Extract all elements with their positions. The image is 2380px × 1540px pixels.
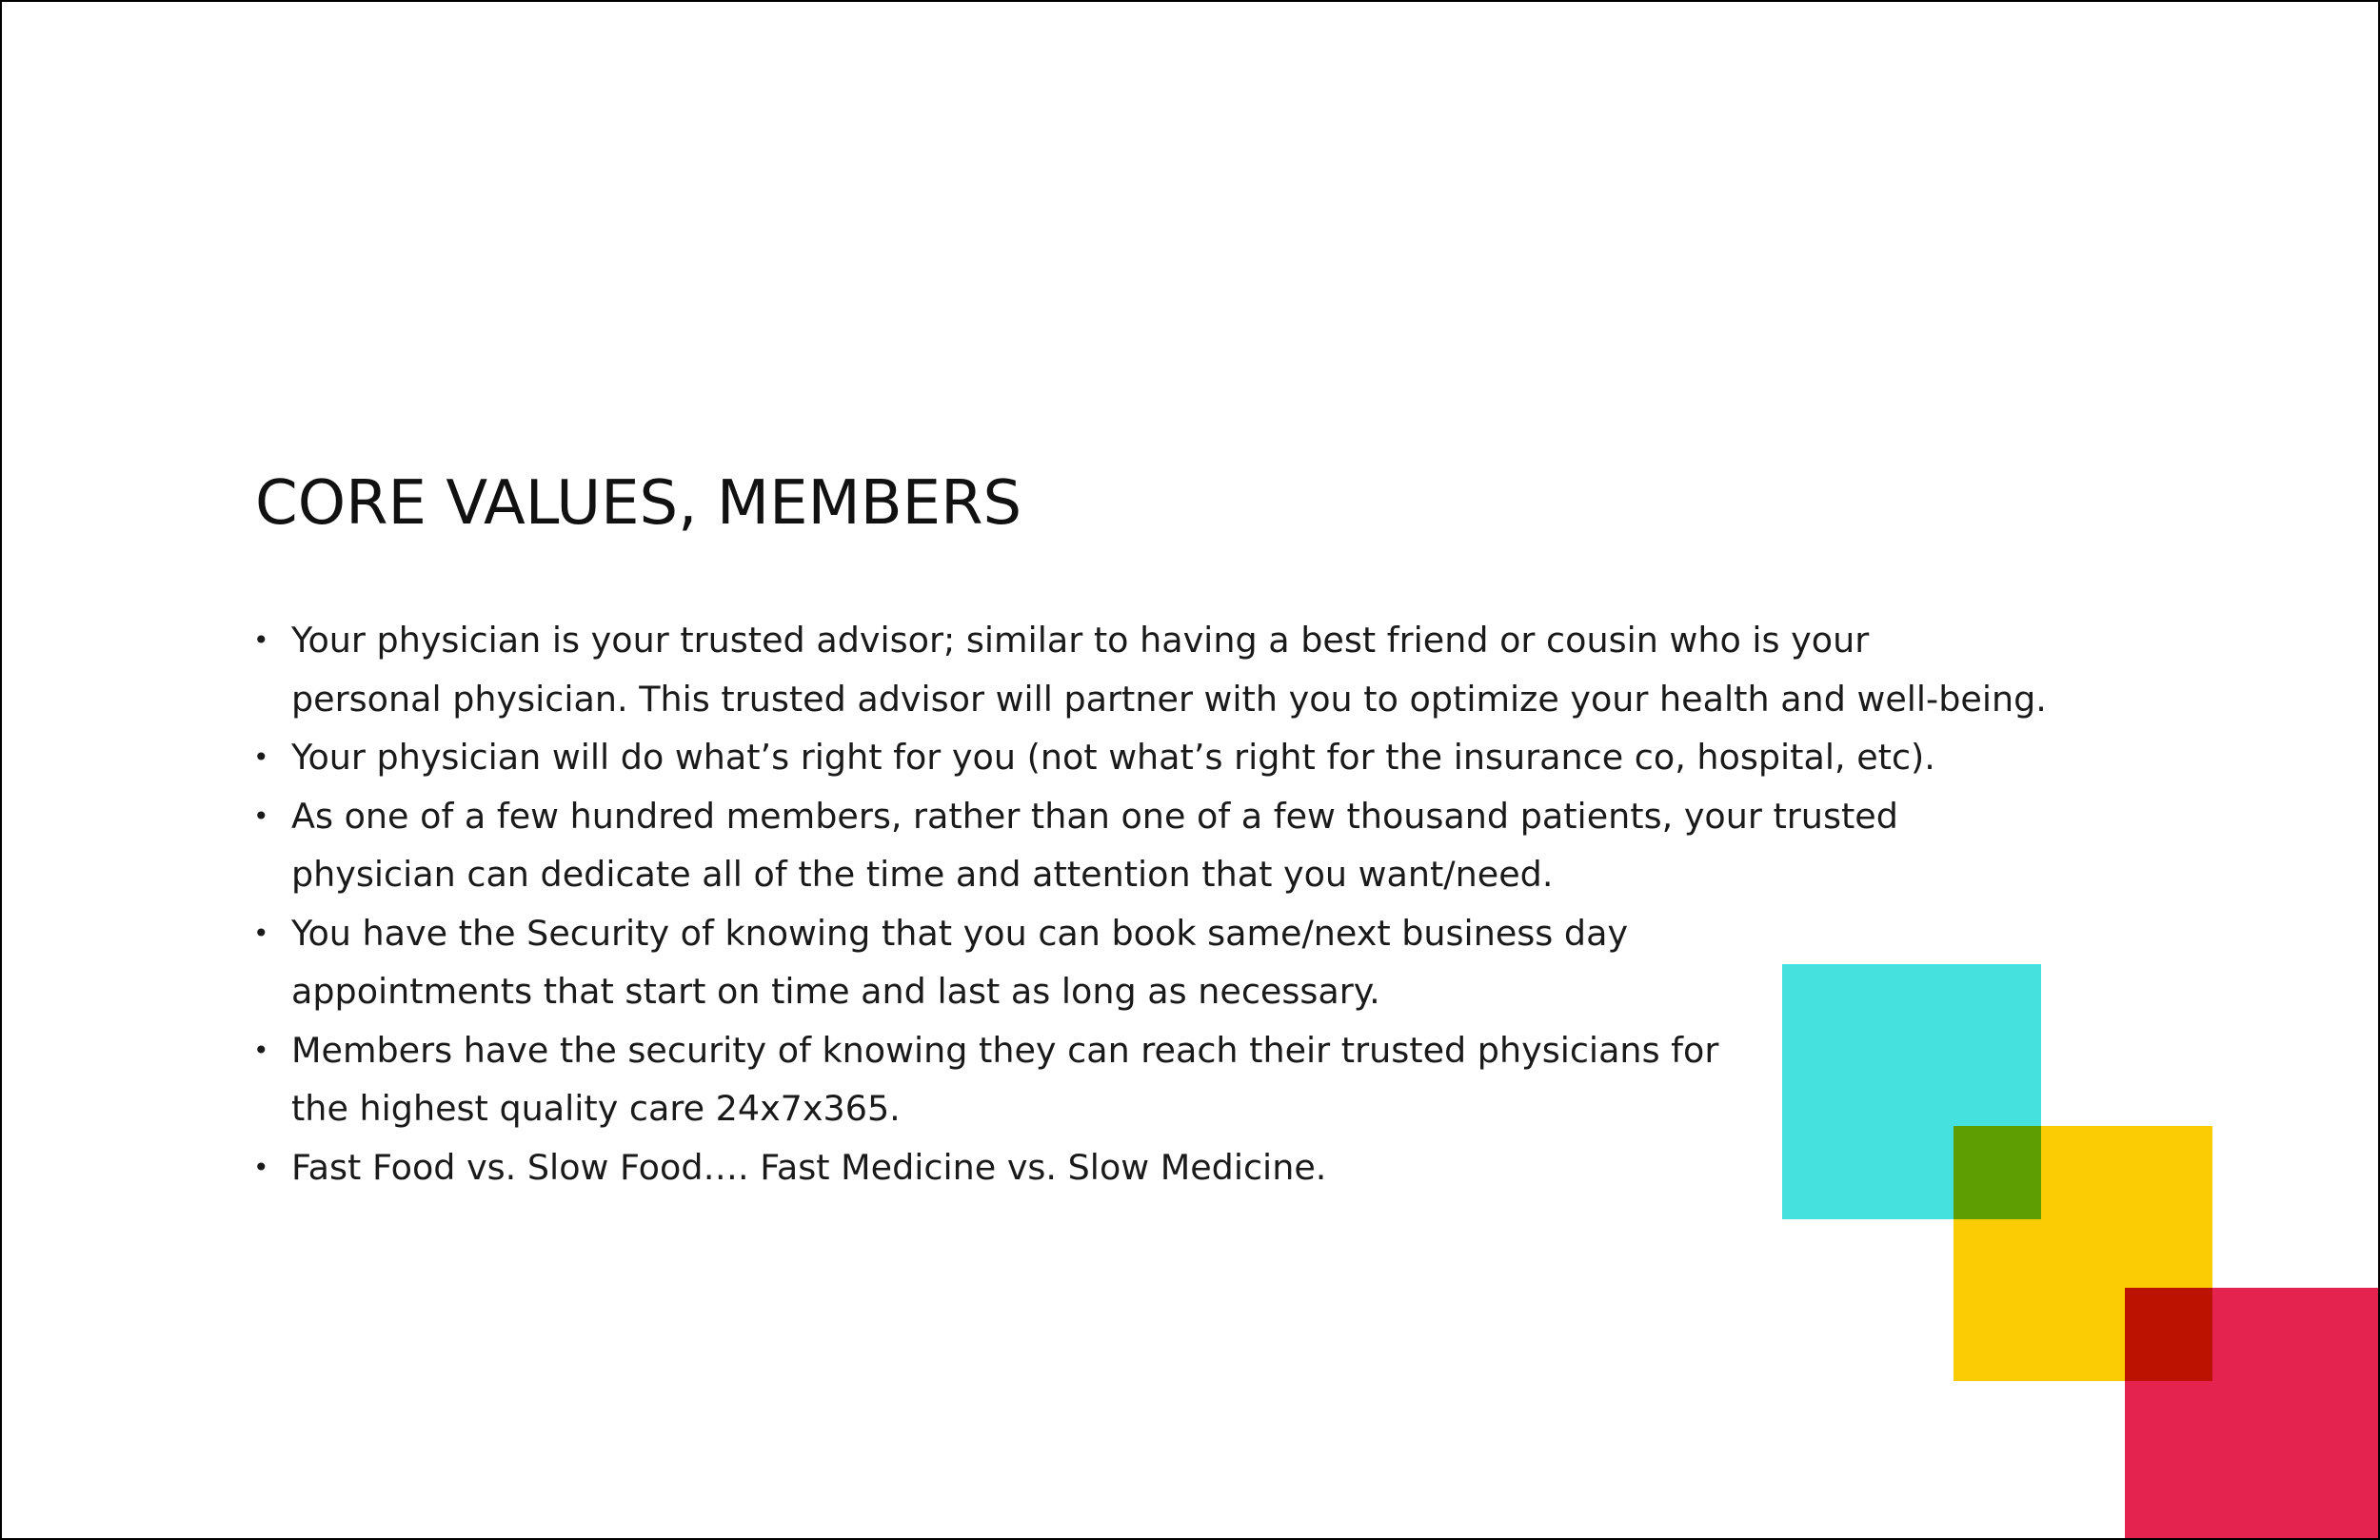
bullet-list [253, 611, 2047, 1196]
slide-title: CORE VALUES, MEMBERS [255, 468, 1022, 539]
bullet-item [253, 1138, 2047, 1197]
bullet-text-line: personal physician. This trusted advisor will partner with you to optimize your health and well-being. [291, 678, 2047, 720]
bullet-text-line: As one of a few hundred members, rather than one of a few thousand patients, your trusted [291, 795, 1898, 837]
bullet-item [253, 904, 2047, 1021]
bullet-marker: • [253, 800, 269, 832]
bullet-marker: • [253, 624, 269, 656]
bullet-marker: • [253, 1034, 269, 1066]
bullet-item [253, 787, 2047, 904]
bullet-text-line: Fast Food vs. Slow Food…. Fast Medicine vs. Slow Medicine. [291, 1146, 1327, 1188]
bullet-text-line: Your physician is your trusted advisor; similar to having a best friend or cousin who is your [291, 620, 1870, 661]
bullet-marker: • [253, 741, 269, 773]
bullet-marker: • [253, 1151, 269, 1183]
green-overlap-decoration [1954, 1126, 2041, 1219]
bullet-item [253, 611, 2047, 728]
bullet-text-line: Your physician will do what’s right for you (not what’s right for the insurance co, hospital, etc). [291, 737, 1935, 778]
bullet-marker: • [253, 917, 269, 949]
bullet-item [253, 1021, 2047, 1138]
darkred-overlap-decoration [2125, 1288, 2212, 1381]
bullet-item [253, 728, 2047, 787]
bullet-text-line: the highest quality care 24x7x365. [291, 1088, 901, 1129]
bullet-text-line: appointments that start on time and last as long as necessary. [291, 971, 1380, 1012]
bullet-text-line: Members have the security of knowing they can reach their trusted physicians for [291, 1029, 1719, 1071]
bullet-text-line: physician can dedicate all of the time and attention that you want/need. [291, 854, 1554, 895]
bullet-text-line: You have the Security of knowing that you can book same/next business day [291, 912, 1629, 954]
